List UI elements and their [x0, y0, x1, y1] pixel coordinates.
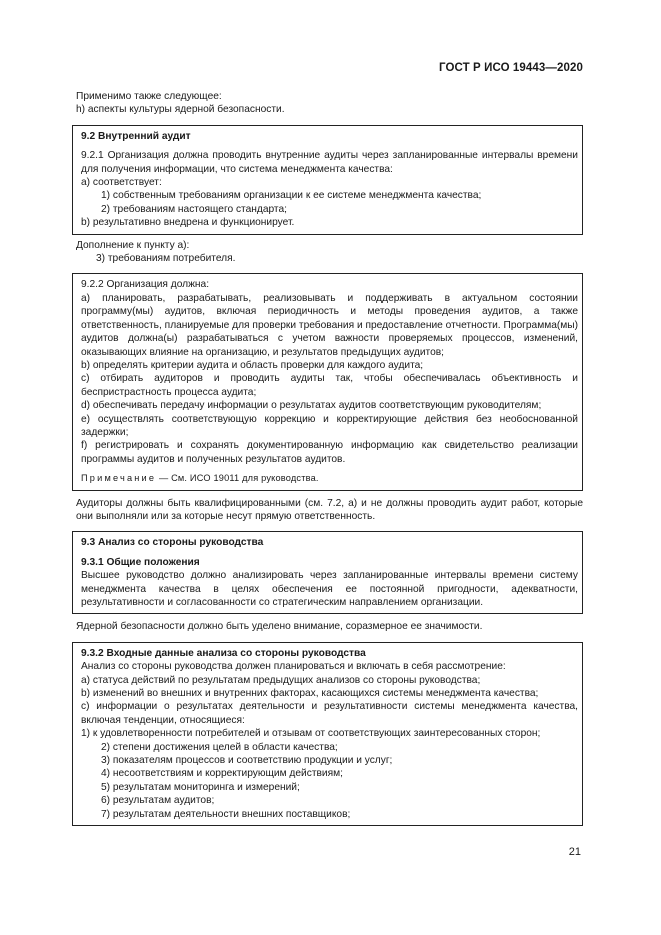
clause-9-2-1: 9.2.1 Организация должна проводить внутренние аудиты через запланированные интервалы времени для получения информации, что система менеджмента качества:: [81, 150, 578, 175]
item-b: b) изменений во внешних и внутренних факторах, касающихся системы менеджмента качества;: [81, 688, 539, 700]
clause-9-3-2-box: [72, 642, 583, 826]
clause-9-3-2-lead: Анализ со стороны руководства должен планироваться и включать в себя рассмотрение:: [81, 661, 506, 673]
item-a: a) соответствует:: [81, 177, 162, 189]
addition-item-3: 3) требованиям потребителя.: [96, 253, 236, 265]
item-a-1: 1) собственным требованиям организации к ее системе менеджмента качества;: [101, 190, 482, 202]
section-9-2-title: 9.2 Внутренний аудит: [81, 130, 191, 142]
note-label: Примечание: [81, 473, 157, 484]
item-c-6: 6) результатам аудитов;: [101, 795, 215, 807]
item-c: c) отбирать аудиторов и проводить аудиты так, чтобы обеспечивалась объективность и беспристрастность процесса аудита;: [81, 373, 578, 398]
item-a: a) статуса действий по результатам предыдущих анализов со стороны руководства;: [81, 674, 481, 686]
addition-line: Дополнение к пункту a):: [76, 239, 190, 251]
item-c-1: 1) к удовлетворенности потребителей и отзывам от соответствующих заинтересованных сторон;: [81, 728, 541, 740]
clause-9-2-2-lead: 9.2.2 Организация должна:: [81, 279, 210, 291]
note-text: — См. ИСО 19011 для руководства.: [156, 473, 319, 484]
item-c-5: 5) результатам мониторинга и измерений;: [101, 781, 300, 793]
item-c-3: 3) показателям процессов и соответствию продукции и услуг;: [101, 755, 393, 767]
clause-9-2-2-box: [72, 273, 583, 490]
page-number: 21: [568, 846, 581, 858]
page-content: [76, 90, 583, 826]
item-e: e) осуществлять соответствующую коррекцию и корректирующие действия без необоснованной задержки;: [81, 413, 578, 438]
section-9-3-title: 9.3 Анализ со стороны руководства: [81, 537, 264, 549]
section-9-3-box: [72, 531, 583, 614]
intro-item-h: h) аспекты культуры ядерной безопасности.: [76, 104, 285, 116]
item-f: f) регистрировать и сохранять документированную информацию как свидетельство реализации программы аудитов и полученных результатов аудитов.: [81, 440, 578, 465]
item-d: d) обеспечивать передачу информации о результатах аудитов соответствующим руководителям;: [81, 400, 542, 412]
item-c-2: 2) степени достижения целей в области качества;: [101, 741, 338, 753]
item-b: b) результативно внедрена и функционирует.: [81, 217, 295, 229]
clause-9-3-2-title: 9.3.2 Входные данные анализа со стороны руководства: [81, 647, 366, 659]
item-c: c) информации о результатах деятельности и результативности системы менеджмента качества, включая тенденции, относящиеся:: [81, 701, 578, 726]
item-c-7: 7) результатам деятельности внешних поставщиков;: [101, 808, 351, 820]
item-b: b) определять критерии аудита и область проверки для каждого аудита;: [81, 359, 424, 371]
clause-9-3-1-text: Высшее руководство должно анализировать через запланированные интервалы времени систему менеджмента качества в целях обеспечения ее постоянной пригодности, адекватности, результативности и согласованности со стратегическим направлением организации.: [81, 570, 578, 608]
section-9-2-box: [72, 125, 583, 235]
document-header: ГОСТ Р ИСО 19443—2020: [438, 62, 583, 74]
auditors-paragraph: Аудиторы должны быть квалифицированными (см. 7.2, a) и не должны проводить аудит работ, которые они выполняли или за которые несут прямую ответственность.: [76, 497, 583, 522]
item-c-4: 4) несоответствиям и корректирующим действиям;: [101, 768, 343, 780]
nuclear-paragraph: Ядерной безопасности должно быть уделено внимание, соразмерное ее значимости.: [76, 621, 483, 633]
note: [77, 472, 578, 485]
clause-9-3-1-title: 9.3.1 Общие положения: [81, 556, 200, 568]
intro-line: Применимо также следующее:: [76, 91, 222, 102]
item-a: a) планировать, разрабатывать, реализовывать и поддерживать в актуальном состоянии программу(мы) аудитов, включая периодичность и методы проведения аудитов, а также ответственность, планируемые для проверки требования и предоставление отчетности. Программа(мы) аудитов должна(ы) разрабатываться с учетом важности проверяемых процессов, изменений, оказывающих влияние на организацию, и результатов предыдущих аудитов;: [81, 292, 578, 358]
item-a-2: 2) требованиям настоящего стандарта;: [101, 203, 287, 215]
